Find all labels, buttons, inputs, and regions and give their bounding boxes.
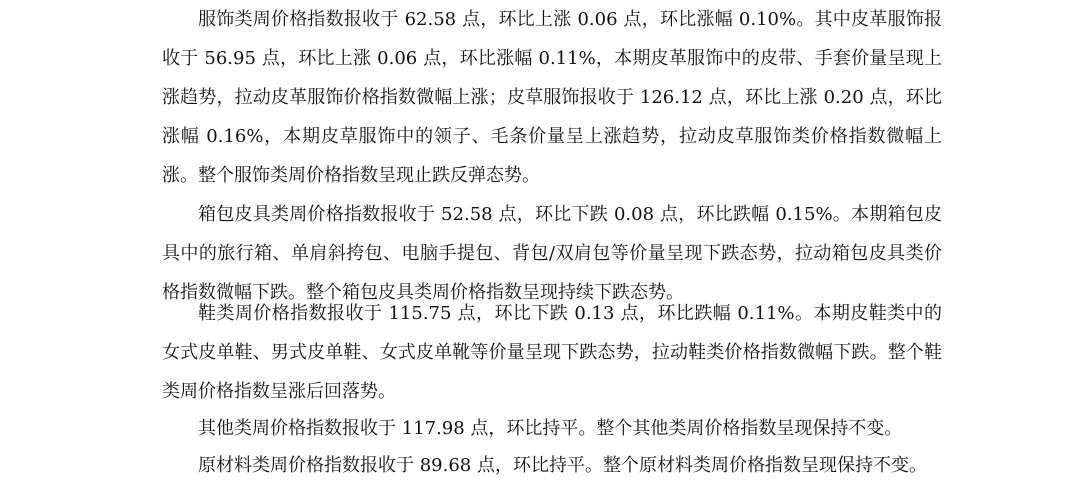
paragraph-footwear-index: 鞋类周价格指数报收于 115.75 点，环比下跌 0.13 点，环比跌幅 0.11%。本期皮鞋类中的女式皮单鞋、男式皮单鞋、女式皮单靴等价量呈现下跌态势，拉动鞋类价格指数微幅下跌。整个鞋类周价格指数呈涨后回落势。 — [162, 303, 942, 402]
paragraph-other-index: 其他类周价格指数报收于 117.98 点，环比持平。整个其他类周价格指数呈现保持不变。 — [198, 418, 903, 439]
paragraph-raw-materials-index: 原材料类周价格指数报收于 89.68 点，环比持平。整个原材料类周价格指数呈现保持不变。 — [198, 455, 927, 476]
paragraph-apparel-index: 服饰类周价格指数报收于 62.58 点，环比上涨 0.06 点，环比涨幅 0.10%。其中皮革服饰报收于 56.95 点，环比上涨 0.06 点，环比涨幅 0.11%，本期皮革服饰中的皮带、手套价量呈现上涨趋势，拉动皮革服饰价格指数微幅上涨；皮草服饰报收于 126.12 点，环比上涨 0.20 点，环比涨幅 0.16%，本期皮草服饰中的领子、毛条价量呈上涨趋势，拉动皮草服饰类价格指数微幅上涨。整个服饰类周价格指数呈现止跌反弹态势。 — [162, 9, 942, 186]
paragraph-bags-leather-goods-index: 箱包皮具类周价格指数报收于 52.58 点，环比下跌 0.08 点，环比跌幅 0.15%。本期箱包皮具中的旅行箱、单肩斜挎包、电脑手提包、背包/双肩包等价量呈现下跌态势，拉动箱包皮具类价格指数微幅下跌。整个箱包皮具类周价格指数呈现持续下跌态势。 — [162, 204, 942, 303]
